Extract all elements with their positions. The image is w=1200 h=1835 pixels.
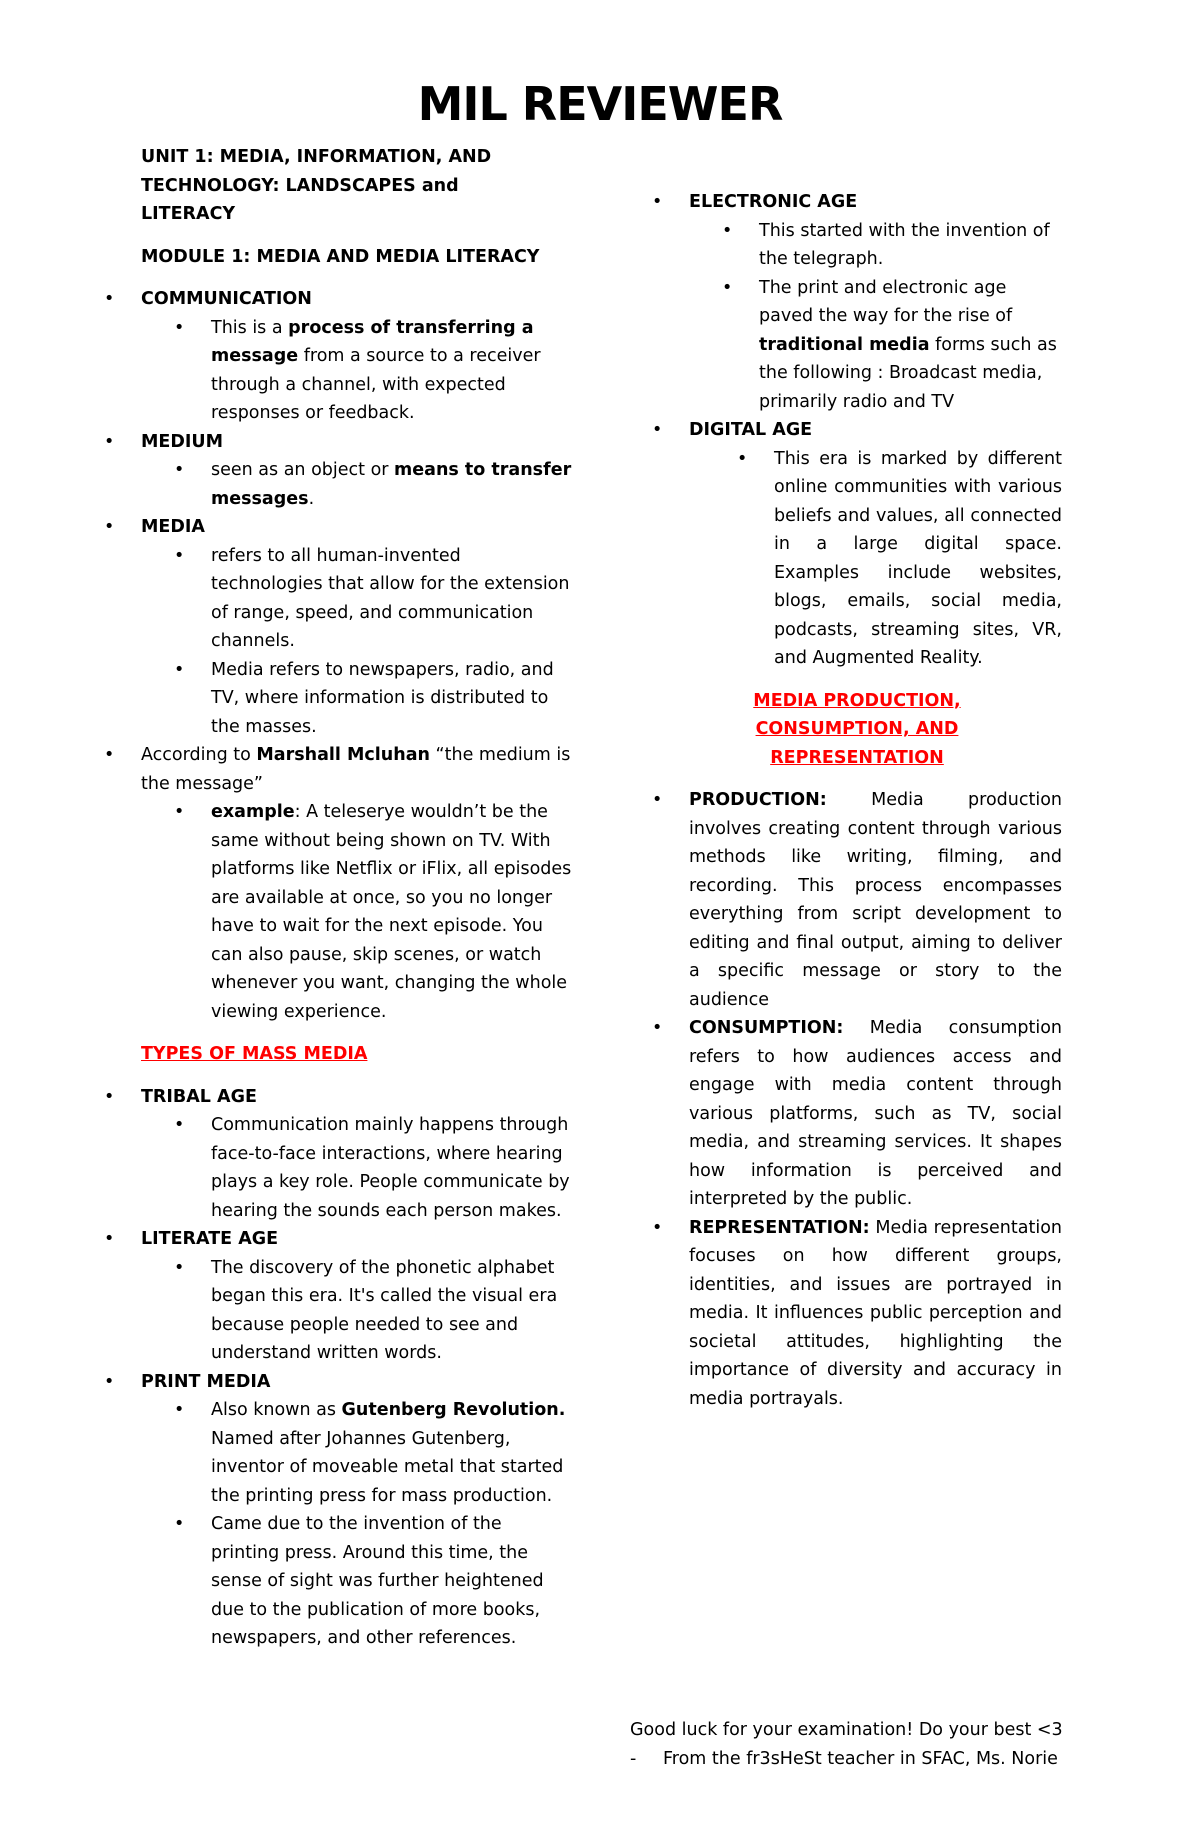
item-label: COMMUNICATION xyxy=(141,289,312,309)
text-run: This is a xyxy=(211,317,289,338)
text-run: forms such as the following : Broadcast media, primarily radio and TV xyxy=(759,334,1057,412)
item-label: MEDIA xyxy=(141,517,205,537)
bold-run: process of transferring a message xyxy=(211,317,534,366)
list-item-consumption xyxy=(652,1014,1062,1214)
text-run: According to xyxy=(141,745,257,765)
sub-item: • Media refers to newspapers, radio, and TV, where information is distributed to the masses. xyxy=(104,656,574,742)
left-column xyxy=(104,143,574,1653)
item-label: ELECTRONIC AGE xyxy=(689,192,858,212)
text-run: . xyxy=(308,488,315,509)
sub-item: • The discovery of the phonetic alphabet began this era. It's called the visual era because people needed to see and understand written words. xyxy=(104,1254,574,1368)
item-label: PRODUCTION: xyxy=(689,790,827,810)
list-item-literate xyxy=(104,1225,574,1254)
item-label: DIGITAL AGE xyxy=(689,420,813,440)
item-label: LITERATE AGE xyxy=(141,1229,279,1249)
mpcr-heading: MEDIA PRODUCTION, CONSUMPTION, AND REPRESENTATION xyxy=(753,690,961,768)
list-item-representation xyxy=(652,1214,1062,1414)
sub-item: • Communication mainly happens through face-to-face interactions, where hearing plays a key role. People communicate by hearing the sounds each person makes. xyxy=(104,1111,574,1225)
module-heading: MODULE 1: MEDIA AND MEDIA LITERACY xyxy=(141,246,540,267)
footer-line-1: Good luck for your examination! Do your best <3 xyxy=(630,1720,1063,1740)
text-run: Also known as xyxy=(211,1400,342,1420)
unit-heading: UNIT 1: MEDIA, INFORMATION, AND TECHNOLOGY: LANDSCAPES and LITERACY xyxy=(141,147,492,224)
sub-item: • refers to all human-invented technologies that allow for the extension of range, speed, and communication channels. xyxy=(104,542,574,656)
text-run: from a source to a receiver through a channel, with expected responses or feedback. xyxy=(211,346,541,423)
list-item-print xyxy=(104,1368,574,1397)
bold-run: means to transfer messages xyxy=(211,460,572,509)
text-run: Media representation focuses on how different groups, identities, and issues are portrayed in media. It influences public perception and societal attitudes, highlighting the importance of diversity and accuracy in media portrayals. xyxy=(689,1217,1062,1409)
item-label: REPRESENTATION: xyxy=(689,1217,870,1238)
right-column xyxy=(652,188,1062,1413)
list-item-production xyxy=(652,786,1062,1014)
text-run: Named after Johannes Gutenberg, inventor of moveable metal that started the printing press for mass production. xyxy=(211,1428,564,1506)
text-run: Media production involves creating content through various methods like writing, filming, and recording. This process encompasses everything from script development to editing and final output, aiming to deliver a specific message or story to the audience xyxy=(689,790,1062,1010)
sub-item: • This era is marked by different online communities with various beliefs and values, all connected in a large digital space. Examples include websites, blogs, emails, social media, podcasts, streaming sites, VR, and Augmented Reality. xyxy=(652,445,1062,673)
sub-item xyxy=(104,314,574,428)
page-title: MIL REVIEWER xyxy=(417,77,783,131)
sub-item: • This started with the invention of the telegraph. xyxy=(652,217,1062,274)
list-item-digital xyxy=(652,416,1062,445)
bold-run: Gutenberg Revolution. xyxy=(341,1400,566,1420)
item-label: TRIBAL AGE xyxy=(141,1086,257,1107)
list-item-electronic xyxy=(652,188,1062,217)
text-run: seen as an object or xyxy=(211,460,395,480)
sub-item xyxy=(104,798,574,1026)
sub-item xyxy=(652,274,1062,417)
item-label: MEDIUM xyxy=(141,431,224,452)
list-item-media xyxy=(104,513,574,542)
sub-item xyxy=(104,456,574,513)
list-item-communication xyxy=(104,285,574,314)
footer-line-2: - From the fr3sHeSt teacher in SFAC, Ms. Norie xyxy=(630,1745,1070,1774)
text-run: Media consumption refers to how audiences access and engage with media content through various platforms, such as TV, social media, and streaming services. It shapes how information is perceived and interpreted by the public. xyxy=(689,1018,1062,1209)
item-label: CONSUMPTION: xyxy=(689,1018,844,1038)
list-item-medium xyxy=(104,428,574,457)
bold-run: traditional media xyxy=(759,334,930,355)
sub-item xyxy=(104,1396,574,1510)
item-label: PRINT MEDIA xyxy=(141,1371,271,1392)
text-run: “the medium is the message” xyxy=(141,745,571,794)
sub-item: • Came due to the invention of the printing press. Around this time, the sense of sight was further heightened due to the publication of more books, newspapers, and other references. xyxy=(104,1510,574,1653)
list-item-mcluhan xyxy=(104,741,574,798)
bold-run: Marshall Mcluhan xyxy=(256,745,430,765)
footer-note xyxy=(630,1716,1070,1773)
list-item-tribal xyxy=(104,1083,574,1112)
text-run: The print and electronic age paved the way for the rise of xyxy=(759,277,1013,326)
bold-run: example xyxy=(211,802,295,822)
types-heading: TYPES OF MASS MEDIA xyxy=(141,1044,368,1064)
text-run: : A teleserye wouldn’t be the same without being shown on TV. With platforms like Netflix or iFlix, all episodes are available at once, so you no longer have to wait for the next episode. You can also pause, skip scenes, or watch whenever you want, changing the whole viewing experience. xyxy=(211,802,572,1022)
